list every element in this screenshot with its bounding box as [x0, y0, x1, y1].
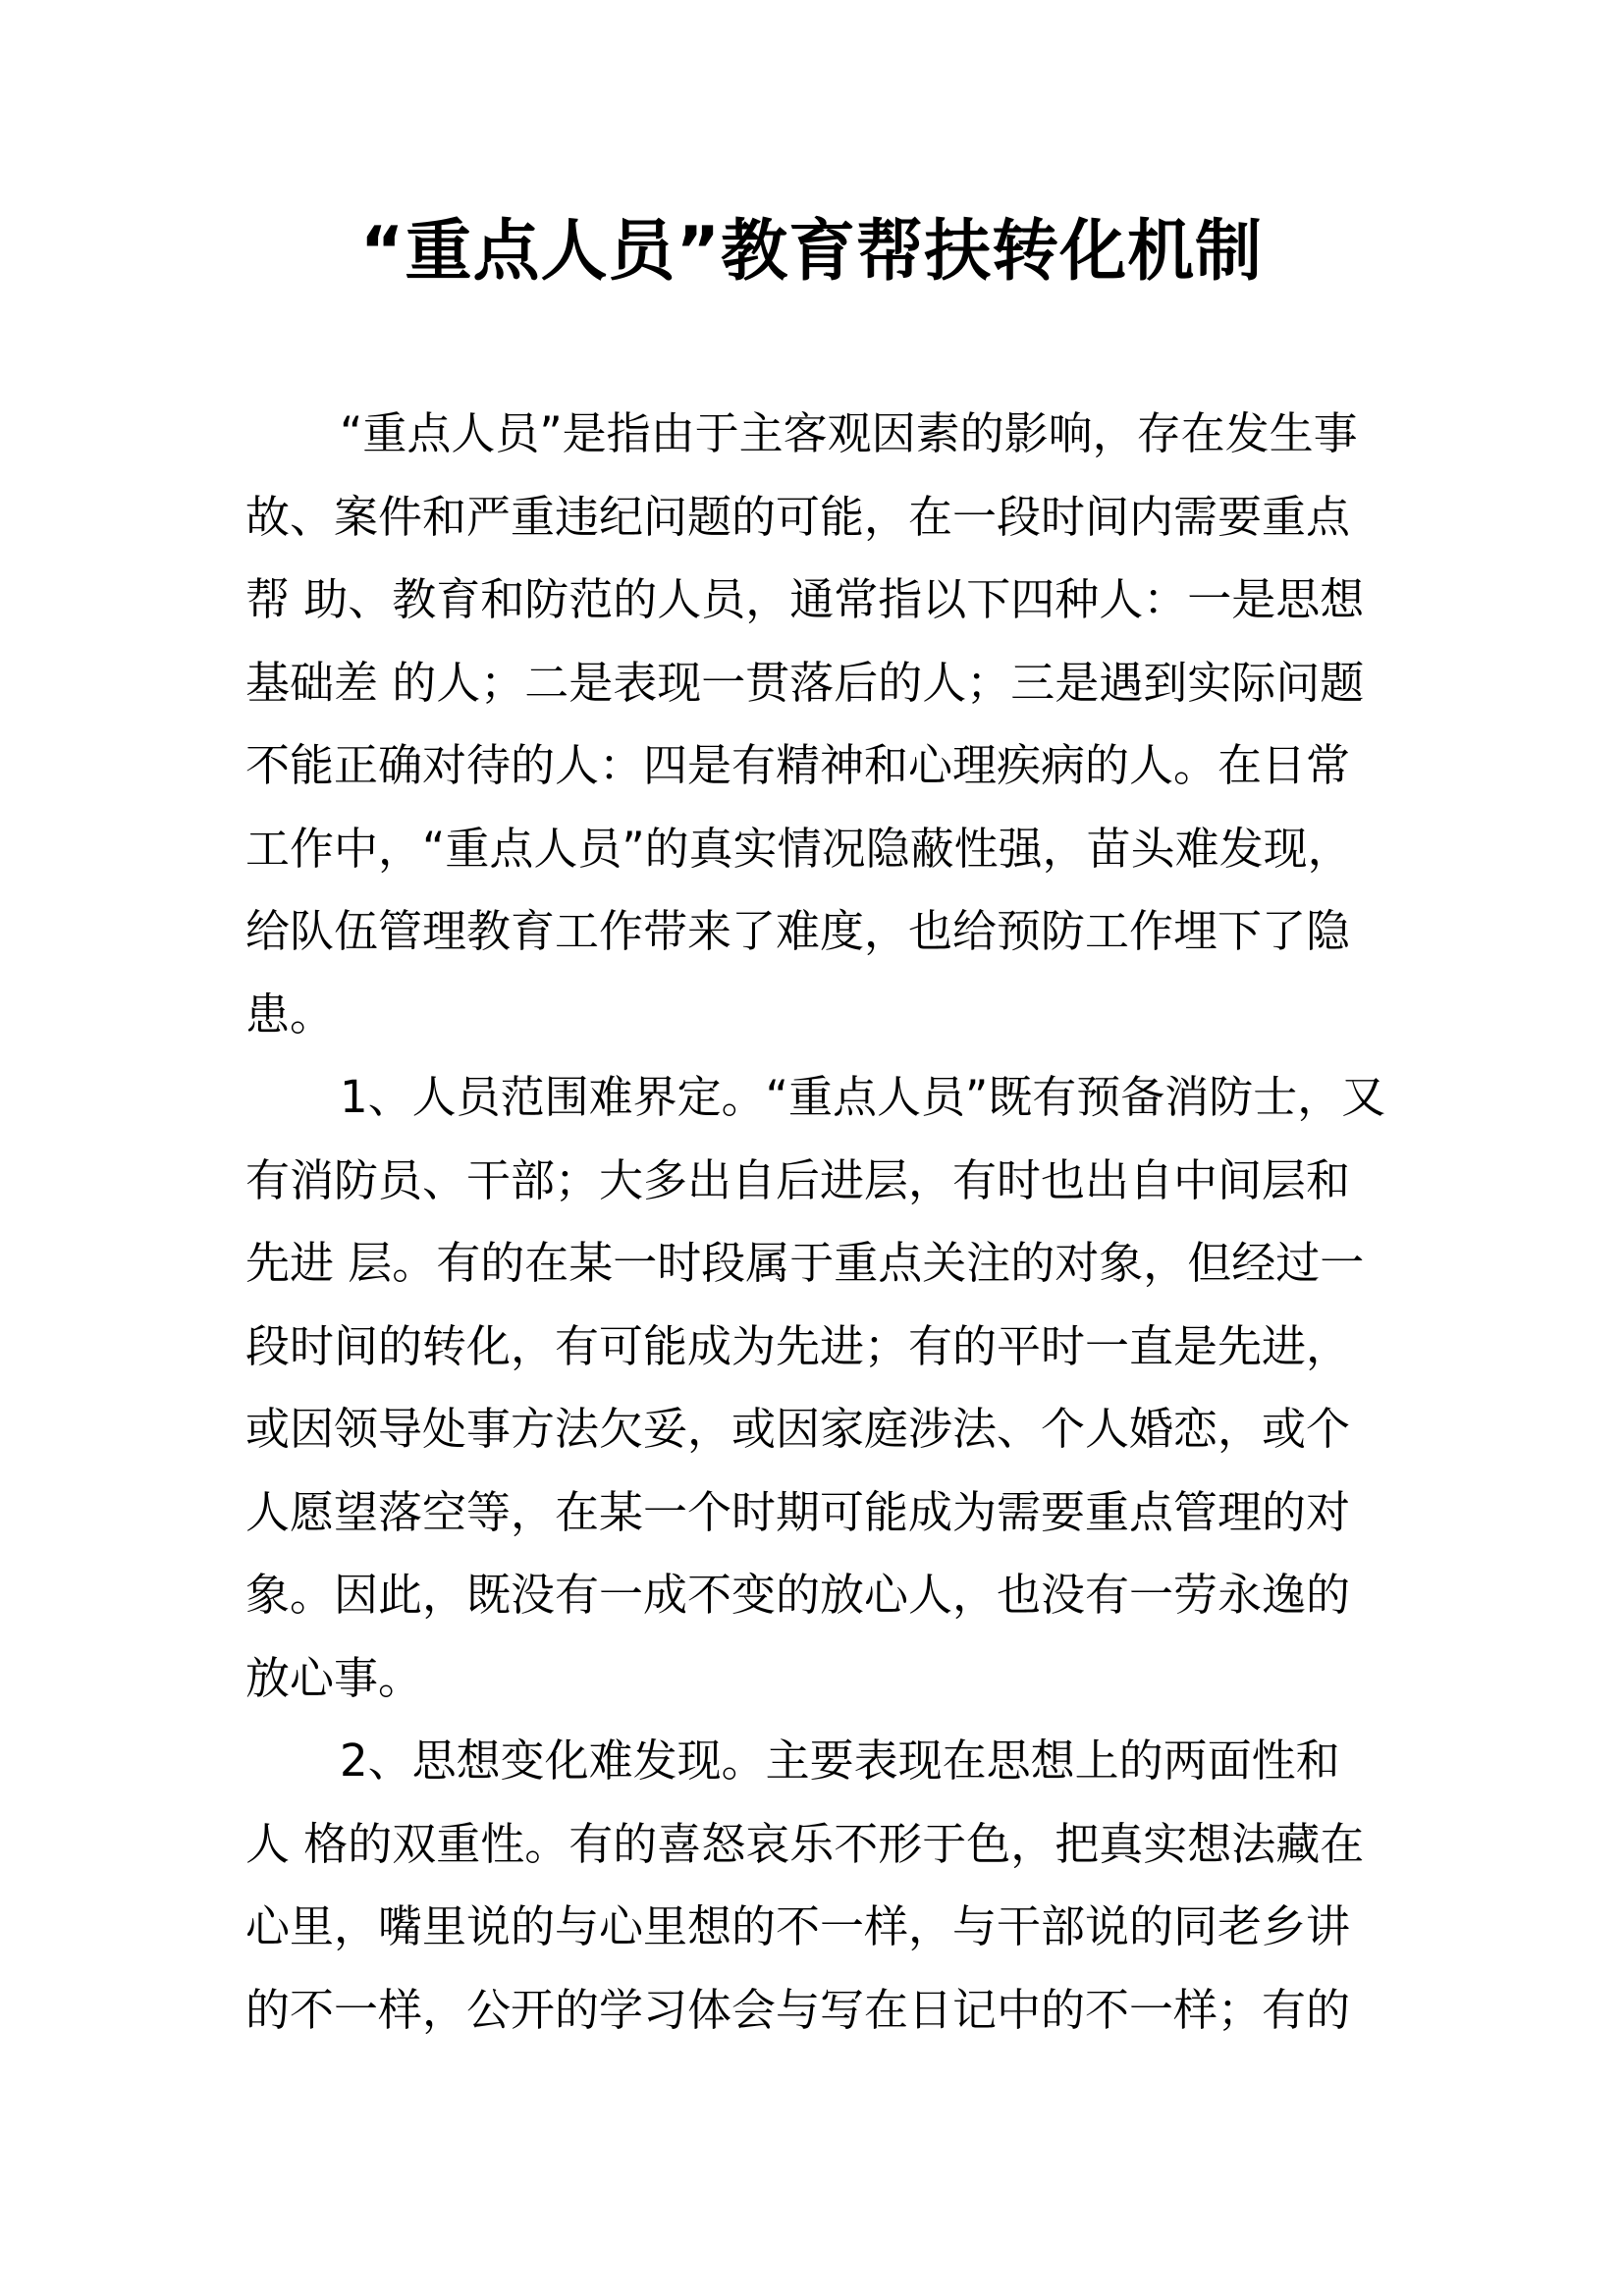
text-line: 工作中，“重点人员”的真实情况隐蔽性强，苗头难发现，: [245, 822, 1352, 875]
text-line: 1、人员范围难界定。“重点人员”既有预备消防士，又: [340, 1071, 1386, 1123]
text-line: 段时间的转化，有可能成为先进；有的平时一直是先进，: [245, 1319, 1351, 1372]
text-line: 给队伍管理教育工作带来了难度，也给预防工作埋下了隐: [245, 905, 1351, 957]
document-title: “重点人员”教育帮扶转化机制: [359, 213, 1264, 291]
document-body: [245, 393, 1384, 2052]
text-line: 先进 层。有的在某一时段属于重点关注的对象，但经过一: [245, 1237, 1365, 1289]
text-line: 或因领导处事方法欠妥，或因家庭涉法、个人婚恋，或个: [245, 1403, 1351, 1455]
text-line: 基础差 的人；二是表现一贯落后的人；三是遇到实际问题: [245, 656, 1365, 709]
text-line: 人 格的双重性。有的喜怒哀乐不形于色，把真实想法藏在: [245, 1817, 1365, 1870]
text-line: 故、案件和严重违纪问题的可能，在一段时间内需要重点: [245, 490, 1351, 543]
text-line: 放心事。: [245, 1651, 423, 1704]
text-line: 的不一样，公开的学习体会与写在日记中的不一样；有的: [245, 1983, 1351, 2036]
text-line: 患。: [245, 988, 335, 1041]
text-line: 心里，嘴里说的与心里想的不一样，与干部说的同老乡讲: [245, 1900, 1351, 1952]
text-line: 不能正确对待的人：四是有精神和心理疾病的人。在日常: [245, 739, 1351, 791]
text-line: 人愿望落空等，在某一个时期可能成为需要重点管理的对: [245, 1485, 1351, 1538]
text-line: 帮 助、教育和防范的人员，通常指以下四种人：一是思想: [245, 573, 1365, 625]
text-line: “重点人员”是指由于主客观因素的影响，存在发生事: [340, 407, 1358, 459]
text-line: 2、思想变化难发现。主要表现在思想上的两面性和: [340, 1735, 1340, 1787]
text-line: 有消防员、干部；大多出自后进层，有时也出自中间层和: [245, 1153, 1351, 1206]
text-line: 象。因此，既没有一成不变的放心人，也没有一劳永逸的: [245, 1569, 1351, 1621]
